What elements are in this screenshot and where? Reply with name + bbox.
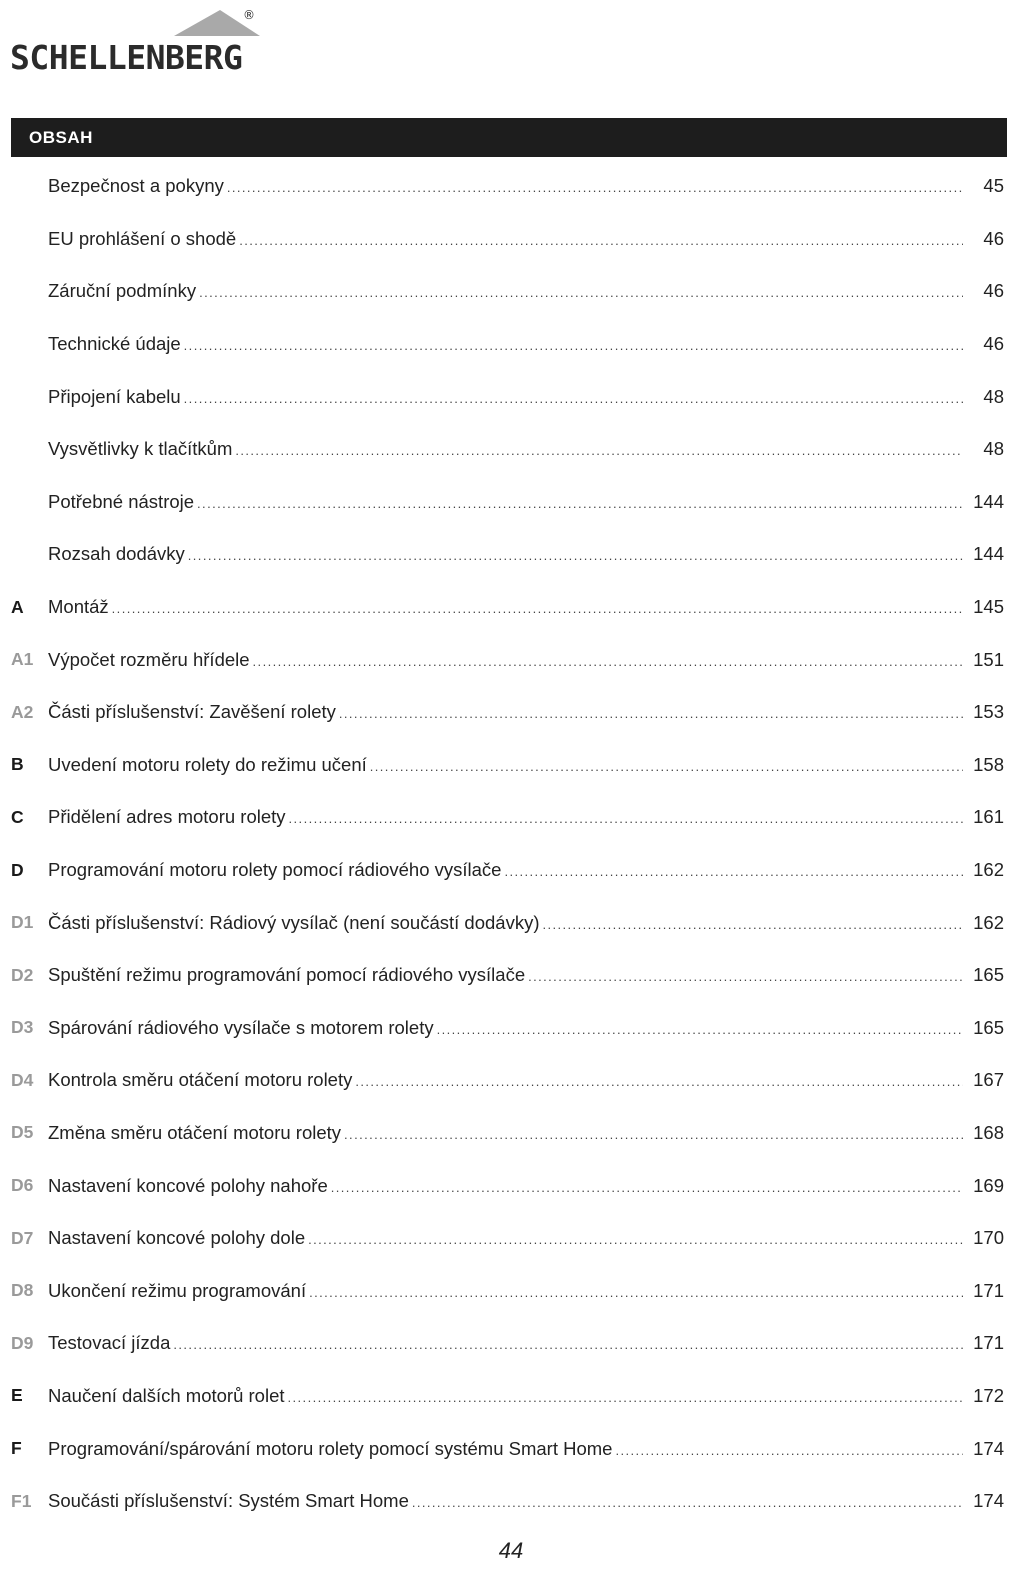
toc-entry-title: Připojení kabelu — [48, 385, 181, 407]
brand-name: SCHELLENBERG — [10, 38, 243, 77]
toc-dot-leader — [615, 1443, 963, 1458]
toc-entry[interactable] — [48, 280, 1004, 302]
toc-entry-title: Programování/spárování motoru rolety pomocí systému Smart Home — [48, 1437, 613, 1459]
toc-row[interactable] — [0, 844, 1022, 897]
toc-entry[interactable] — [48, 754, 1004, 776]
toc-row[interactable] — [0, 791, 1022, 844]
toc-entry-title: Bezpečnost a pokyny — [48, 175, 224, 197]
toc-entry[interactable] — [48, 964, 1004, 986]
toc-entry[interactable] — [48, 806, 1004, 828]
toc-dot-leader — [344, 1127, 963, 1142]
toc-dot-leader — [239, 233, 963, 248]
toc-entry-title: Vysvětlivky k tlačítkům — [48, 438, 233, 460]
toc-entry[interactable] — [48, 859, 1004, 881]
toc-page-number: 165 — [973, 1016, 1004, 1038]
toc-entry-title: Nastavení koncové polohy dole — [48, 1227, 306, 1249]
toc-section-label: D1 — [11, 912, 34, 933]
toc-row[interactable] — [0, 265, 1022, 318]
toc-entry[interactable] — [48, 649, 1004, 671]
toc-dot-leader — [331, 1180, 963, 1195]
toc-page-number: 46 — [983, 333, 1004, 355]
toc-row[interactable] — [0, 633, 1022, 686]
toc-entry[interactable] — [48, 912, 1004, 934]
toc-page-number: 161 — [973, 806, 1004, 828]
toc-entry-title: Spuštění režimu programování pomocí rádiového vysílače — [48, 964, 526, 986]
toc-dot-leader — [253, 654, 963, 669]
toc-row[interactable] — [0, 1054, 1022, 1107]
toc-page-number: 168 — [973, 1121, 1004, 1143]
toc-entry-title: Součásti příslušenství: Systém Smart Home — [48, 1490, 409, 1512]
toc-page-number: 162 — [973, 911, 1004, 933]
toc-entry-title: Technické údaje — [48, 333, 181, 355]
toc-row[interactable] — [0, 1475, 1022, 1528]
toc-page-number: 171 — [973, 1332, 1004, 1354]
toc-entry-title: Spárování rádiového vysílače s motorem rolety — [48, 1016, 434, 1038]
toc-entry[interactable] — [48, 1490, 1004, 1512]
toc-entry[interactable] — [48, 701, 1004, 723]
toc-entry-title: EU prohlášení o shodě — [48, 227, 237, 249]
toc-dot-leader — [184, 391, 963, 406]
toc-entry[interactable] — [48, 228, 1004, 250]
toc-entry[interactable] — [48, 386, 1004, 408]
toc-row[interactable] — [0, 160, 1022, 213]
toc-page-number: 46 — [983, 227, 1004, 249]
toc-page-number: 48 — [983, 385, 1004, 407]
toc-section-label: C — [11, 806, 24, 827]
toc-section-label: F1 — [11, 1490, 32, 1511]
page-number: 44 — [498, 1538, 524, 1563]
toc-section-label: A — [11, 596, 24, 617]
toc-entry[interactable] — [48, 175, 1004, 197]
toc-entry[interactable] — [48, 1017, 1004, 1039]
toc-row[interactable] — [0, 528, 1022, 581]
table-of-contents — [0, 160, 1022, 1527]
toc-section-label: D2 — [11, 964, 34, 985]
toc-row[interactable] — [0, 1159, 1022, 1212]
toc-entry[interactable] — [48, 1122, 1004, 1144]
toc-dot-leader — [437, 1022, 963, 1037]
toc-row[interactable] — [0, 1422, 1022, 1475]
toc-entry-title: Přidělení adres motoru rolety — [48, 806, 286, 828]
toc-page-number: 158 — [973, 753, 1004, 775]
toc-page-number: 174 — [973, 1490, 1004, 1512]
toc-page-number: 169 — [973, 1174, 1004, 1196]
toc-page-number: 170 — [973, 1227, 1004, 1249]
toc-row[interactable] — [0, 213, 1022, 266]
toc-dot-leader — [289, 811, 963, 826]
toc-dot-leader — [308, 1232, 963, 1247]
toc-row[interactable] — [0, 1317, 1022, 1370]
toc-entry[interactable] — [48, 1227, 1004, 1249]
toc-entry[interactable] — [48, 333, 1004, 355]
toc-entry-title: Testovací jízda — [48, 1332, 171, 1354]
toc-page-number: 172 — [973, 1384, 1004, 1406]
toc-entry-title: Programování motoru rolety pomocí rádiového vysílače — [48, 859, 502, 881]
toc-page-number: 162 — [973, 859, 1004, 881]
toc-dot-leader — [199, 285, 963, 300]
toc-dot-leader — [112, 601, 963, 616]
toc-section-label: D — [11, 859, 24, 880]
toc-dot-leader — [227, 180, 963, 195]
toc-entry-title: Potřebné nástroje — [48, 490, 195, 512]
toc-entry-title: Uvedení motoru rolety do režimu učení — [48, 753, 367, 775]
brand-logo — [10, 6, 270, 76]
toc-entry-title: Montáž — [48, 596, 109, 618]
section-title: OBSAH — [29, 128, 93, 147]
toc-page-number: 165 — [973, 964, 1004, 986]
toc-section-label: D8 — [11, 1280, 34, 1301]
toc-section-label: D5 — [11, 1122, 34, 1143]
toc-entry-title: Rozsah dodávky — [48, 543, 185, 565]
toc-row[interactable] — [0, 1107, 1022, 1160]
toc-entry-title: Části příslušenství: Zavěšení rolety — [48, 701, 336, 723]
toc-entry[interactable] — [48, 1280, 1004, 1302]
toc-entry-title: Výpočet rozměru hřídele — [48, 648, 250, 670]
toc-section-label: B — [11, 754, 24, 775]
toc-dot-leader — [184, 338, 963, 353]
toc-row[interactable] — [0, 476, 1022, 529]
toc-row[interactable] — [0, 896, 1022, 949]
toc-entry[interactable] — [48, 1069, 1004, 1091]
toc-dot-leader — [188, 548, 963, 563]
toc-section-label: D3 — [11, 1017, 34, 1038]
toc-section-label: A1 — [11, 649, 34, 670]
toc-dot-leader — [339, 706, 963, 721]
toc-entry-title: Části příslušenství: Rádiový vysílač (není součástí dodávky) — [48, 911, 540, 933]
toc-dot-leader — [173, 1337, 963, 1352]
toc-entry-title: Záruční podmínky — [48, 280, 197, 302]
toc-dot-leader — [412, 1495, 963, 1510]
toc-row[interactable] — [0, 686, 1022, 739]
toc-row[interactable] — [0, 318, 1022, 371]
toc-entry[interactable] — [48, 438, 1004, 460]
toc-row[interactable] — [0, 1264, 1022, 1317]
toc-row[interactable] — [0, 581, 1022, 634]
toc-section-label: F — [11, 1438, 22, 1459]
toc-section-label: A2 — [11, 701, 34, 722]
toc-entry-title: Ukončení režimu programování — [48, 1279, 307, 1301]
toc-page-number: 145 — [973, 596, 1004, 618]
toc-row[interactable] — [0, 1212, 1022, 1265]
toc-entry-title: Naučení dalších motorů rolet — [48, 1384, 285, 1406]
toc-row[interactable] — [0, 949, 1022, 1002]
toc-dot-leader — [504, 864, 963, 879]
toc-page-number: 48 — [983, 438, 1004, 460]
toc-dot-leader — [542, 917, 963, 932]
toc-row[interactable] — [0, 370, 1022, 423]
toc-row[interactable] — [0, 1370, 1022, 1423]
toc-page-number: 153 — [973, 701, 1004, 723]
toc-dot-leader — [355, 1074, 963, 1089]
toc-entry-title: Kontrola směru otáčení motoru rolety — [48, 1069, 353, 1091]
toc-section-label: D4 — [11, 1069, 34, 1090]
toc-page-number: 144 — [973, 543, 1004, 565]
toc-page-number: 167 — [973, 1069, 1004, 1091]
toc-entry-title: Změna směru otáčení motoru rolety — [48, 1121, 342, 1143]
toc-row[interactable] — [0, 1002, 1022, 1055]
toc-entry[interactable] — [48, 491, 1004, 513]
toc-entry[interactable] — [48, 1385, 1004, 1407]
toc-dot-leader — [528, 969, 963, 984]
toc-section-label: D7 — [11, 1227, 34, 1248]
toc-dot-leader — [235, 443, 963, 458]
toc-row[interactable] — [0, 739, 1022, 792]
toc-entry-title: Nastavení koncové polohy nahoře — [48, 1174, 328, 1196]
toc-dot-leader — [370, 759, 963, 774]
toc-dot-leader — [288, 1390, 963, 1405]
toc-entry[interactable] — [48, 543, 1004, 565]
toc-page-number: 171 — [973, 1279, 1004, 1301]
toc-entry[interactable] — [48, 1438, 1004, 1460]
toc-entry[interactable] — [48, 1332, 1004, 1354]
toc-page-number: 151 — [973, 648, 1004, 670]
toc-entry[interactable] — [48, 596, 1004, 618]
toc-page-number: 144 — [973, 490, 1004, 512]
section-header-bar — [11, 118, 1007, 157]
toc-row[interactable] — [0, 423, 1022, 476]
toc-dot-leader — [309, 1285, 963, 1300]
toc-section-label: E — [11, 1385, 23, 1406]
toc-page-number: 45 — [983, 175, 1004, 197]
toc-page-number: 174 — [973, 1437, 1004, 1459]
toc-section-label: D9 — [11, 1332, 34, 1353]
toc-section-label: D6 — [11, 1175, 34, 1196]
toc-page-number: 46 — [983, 280, 1004, 302]
registered-mark: ® — [243, 8, 255, 22]
toc-entry[interactable] — [48, 1175, 1004, 1197]
toc-dot-leader — [197, 496, 963, 511]
